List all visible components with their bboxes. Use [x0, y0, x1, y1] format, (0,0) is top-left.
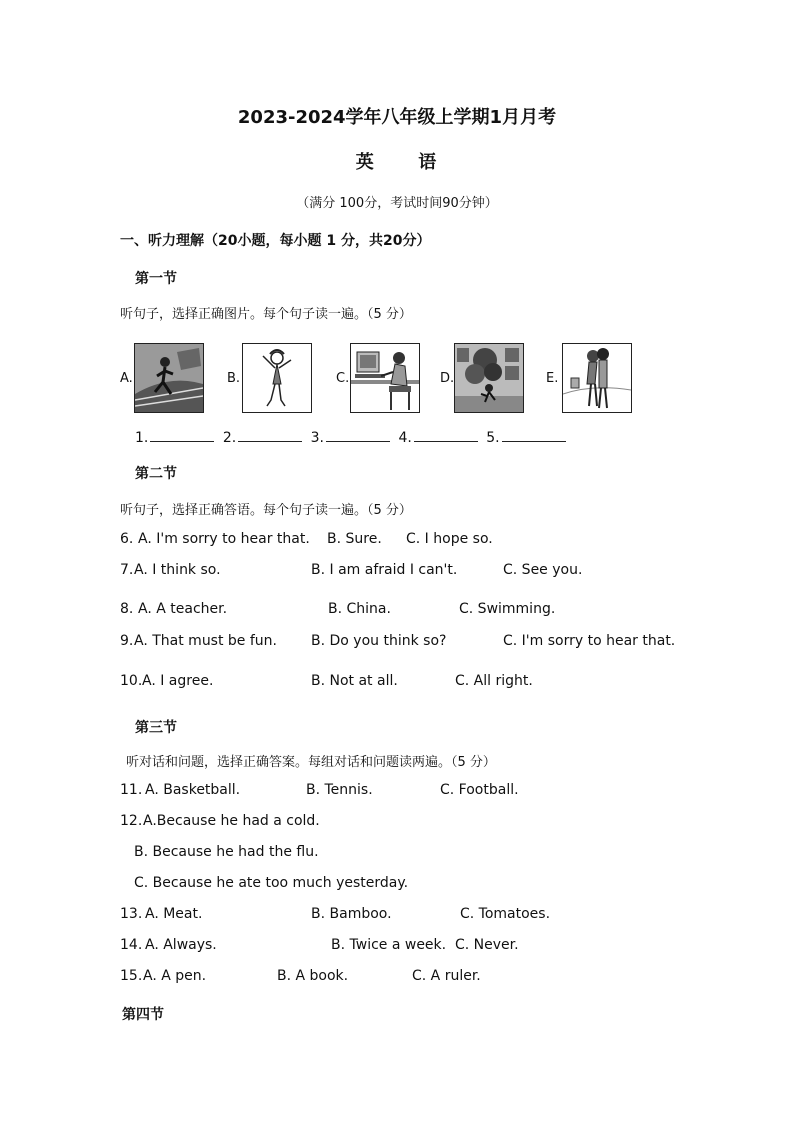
q11-option-c: C. Football.	[440, 782, 519, 798]
q12-option-a: A.Because he had a cold.	[143, 813, 320, 829]
running-person-icon	[134, 343, 204, 413]
q11-option-b: B. Tennis.	[306, 782, 373, 798]
couple-icon	[562, 343, 632, 413]
subject-char-1: 英	[355, 152, 376, 173]
q6-num: 6.	[120, 531, 134, 547]
subject-title	[0, 148, 794, 174]
q14-num: 14.	[120, 937, 143, 953]
picture-label-a: A.	[120, 371, 133, 386]
dancing-girl-icon	[242, 343, 312, 413]
q7-option-c: C. See you.	[503, 562, 583, 578]
q11-option-a: A. Basketball.	[145, 782, 241, 798]
q9-option-c: C. I'm sorry to hear that.	[503, 633, 676, 649]
section4-label: 第四节	[122, 1007, 164, 1023]
q14-option-b: B. Twice a week.	[331, 937, 447, 953]
subject-char-2: 语	[418, 152, 439, 173]
q14-option-a: A. Always.	[145, 937, 217, 953]
q6-option-a: A. I'm sorry to hear that.	[138, 531, 310, 547]
q15-option-c: C. A ruler.	[412, 968, 481, 984]
q12-num: 12.	[120, 813, 143, 829]
q8-option-a: A. A teacher.	[138, 601, 228, 617]
q8-num: 8.	[120, 601, 134, 617]
blank-label-2: 2.	[222, 430, 237, 446]
section1-label: 第一节	[135, 271, 177, 287]
answer-blank-3[interactable]	[326, 429, 390, 442]
section3-instruction: 听对话和问题，选择正确答案。每组对话和问题读两遍。（5 分）	[126, 755, 496, 770]
blank-label-3: 3.	[310, 430, 324, 446]
q13-option-b: B. Bamboo.	[311, 906, 392, 922]
picture-answer-blanks	[135, 429, 570, 446]
q10-option-a: A. I agree.	[142, 673, 214, 689]
q10-option-b: B. Not at all.	[311, 673, 398, 689]
q8-option-b: B. China.	[328, 601, 391, 617]
picture-label-e: E.	[546, 371, 559, 386]
q15-num: 15.	[120, 968, 143, 984]
blank-label-1: 1.	[135, 430, 149, 446]
q14-option-c: C. Never.	[455, 937, 519, 953]
q7-num: 7.	[120, 562, 134, 578]
q8-option-c: C. Swimming.	[459, 601, 556, 617]
answer-blank-5[interactable]	[502, 429, 566, 442]
section1-instruction: 听句子，选择正确图片。每个句子读一遍。（5 分）	[120, 307, 412, 322]
q13-num: 13.	[120, 906, 143, 922]
answer-blank-4[interactable]	[414, 429, 478, 442]
section2-label: 第二节	[135, 466, 177, 482]
part1-heading: 一、听力理解（20小题，每小题 1 分，共20分）	[120, 233, 431, 249]
q10-option-c: C. All right.	[455, 673, 533, 689]
q7-option-a: A. I think so.	[134, 562, 221, 578]
q7-option-b: B. I am afraid I can't.	[311, 562, 458, 578]
answer-blank-1[interactable]	[150, 429, 214, 442]
q15-option-a: A. A pen.	[143, 968, 207, 984]
q15-option-b: B. A book.	[277, 968, 349, 984]
q11-num: 11.	[120, 782, 143, 798]
q9-option-a: A. That must be fun.	[134, 633, 277, 649]
exam-note: （满分 100分，考试时间90分钟）	[296, 196, 498, 211]
q10-num: 10.	[120, 673, 143, 689]
picture-label-d: D.	[440, 371, 455, 386]
fire-escape-icon	[454, 343, 524, 413]
q13-option-c: C. Tomatoes.	[460, 906, 551, 922]
picture-label-b: B.	[227, 371, 241, 386]
exam-title: 2023-2024学年八年级上学期1月月考	[237, 107, 557, 128]
blank-label-4: 4.	[398, 430, 412, 446]
answer-blank-2[interactable]	[238, 429, 302, 442]
q9-num: 9.	[120, 633, 134, 649]
computer-user-icon	[350, 343, 420, 413]
q12-option-b: B. Because he had the flu.	[134, 844, 319, 860]
q9-option-b: B. Do you think so?	[311, 633, 447, 649]
q12-option-c: C. Because he ate too much yesterday.	[134, 875, 409, 891]
blank-label-5: 5.	[486, 430, 500, 446]
section3-label: 第三节	[135, 720, 177, 736]
picture-label-c: C.	[336, 371, 350, 386]
q13-option-a: A. Meat.	[145, 906, 203, 922]
section2-instruction: 听句子，选择正确答语。每个句子读一遍。（5 分）	[120, 503, 412, 518]
q6-option-c: C. I hope so.	[406, 531, 493, 547]
q6-option-b: B. Sure.	[327, 531, 382, 547]
